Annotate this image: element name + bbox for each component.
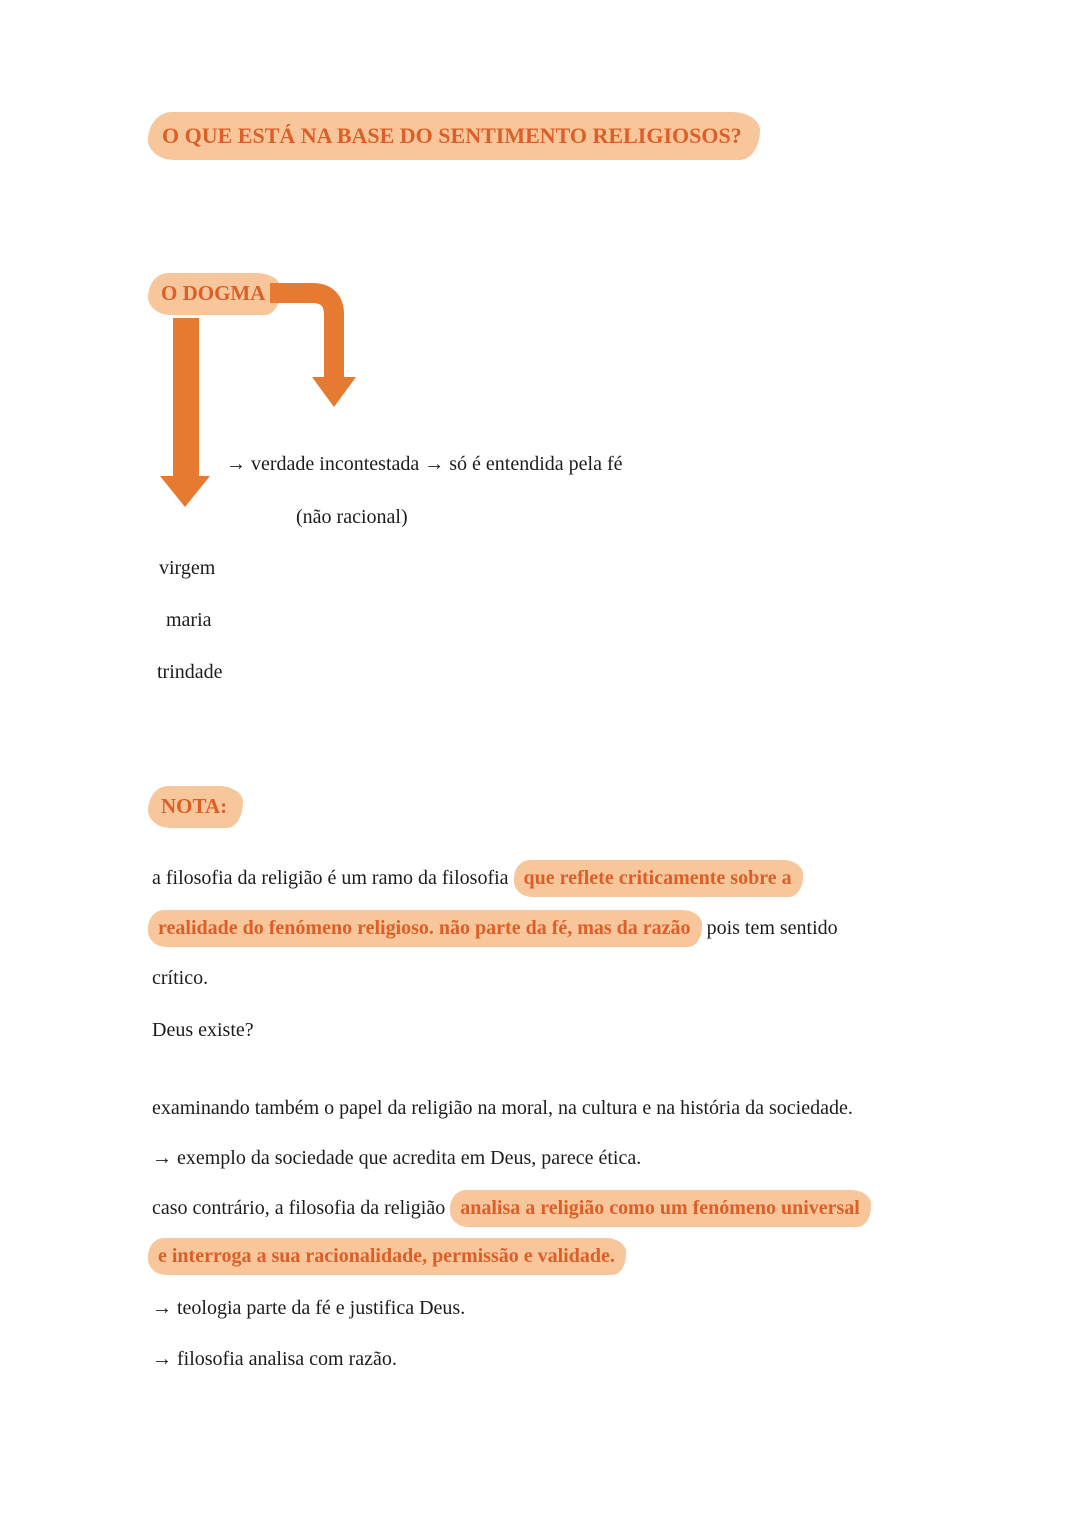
dogma-example-maria: maria — [166, 609, 212, 631]
note-para5: → teologia parte da fé e justifica Deus. — [152, 1297, 466, 1319]
nota-heading-highlight — [148, 786, 243, 828]
title-highlight — [148, 112, 760, 160]
dogma-note-line1: → verdade incontestada → só é entendida pela fé — [226, 453, 623, 475]
dogma-note-line2: (não racional) — [296, 506, 408, 528]
curved-down-arrow-icon — [270, 281, 370, 411]
para1-highlight-2: realidade do fenómeno religioso. não parte da fé, mas da razão — [148, 910, 702, 947]
nota-heading: NOTA: — [148, 786, 243, 828]
para1-highlight-1: que reflete criticamente sobre a — [514, 860, 803, 897]
note-para4-line1 — [152, 1196, 871, 1221]
note-para1-line1 — [152, 866, 803, 891]
note-para1-line3: crítico. — [152, 967, 209, 989]
para4-black-text: caso contrário, a filosofia da religião — [152, 1197, 451, 1219]
dogma-example-trindade: trindade — [157, 661, 223, 683]
dogma-example-virgem: virgem — [159, 557, 216, 579]
para4-highlight-2: e interroga a sua racionalidade, permissão e validade. — [148, 1238, 626, 1275]
para4-highlight-1: analisa a religião como um fenómeno universal — [450, 1190, 871, 1227]
note-para2: examinando também o papel da religião na moral, na cultura e na história da sociedade. — [152, 1097, 853, 1119]
note-question: Deus existe? — [152, 1019, 254, 1041]
note-para1-line2 — [148, 916, 838, 941]
para1-black-text-2: pois tem sentido — [701, 917, 838, 939]
note-para3: → exemplo da sociedade que acredita em Deus, parece ética. — [152, 1147, 642, 1169]
page-title: O QUE ESTÁ NA BASE DO SENTIMENTO RELIGIOSOS? — [148, 112, 760, 160]
para1-black-text: a filosofia da religião é um ramo da filosofia — [152, 867, 514, 889]
dogma-heading: O DOGMA — [148, 273, 281, 315]
long-down-arrow-icon — [157, 318, 213, 508]
note-para6: → filosofia analisa com razão. — [152, 1348, 397, 1370]
note-para4-line2 — [148, 1244, 626, 1269]
dogma-heading-highlight — [148, 273, 281, 315]
